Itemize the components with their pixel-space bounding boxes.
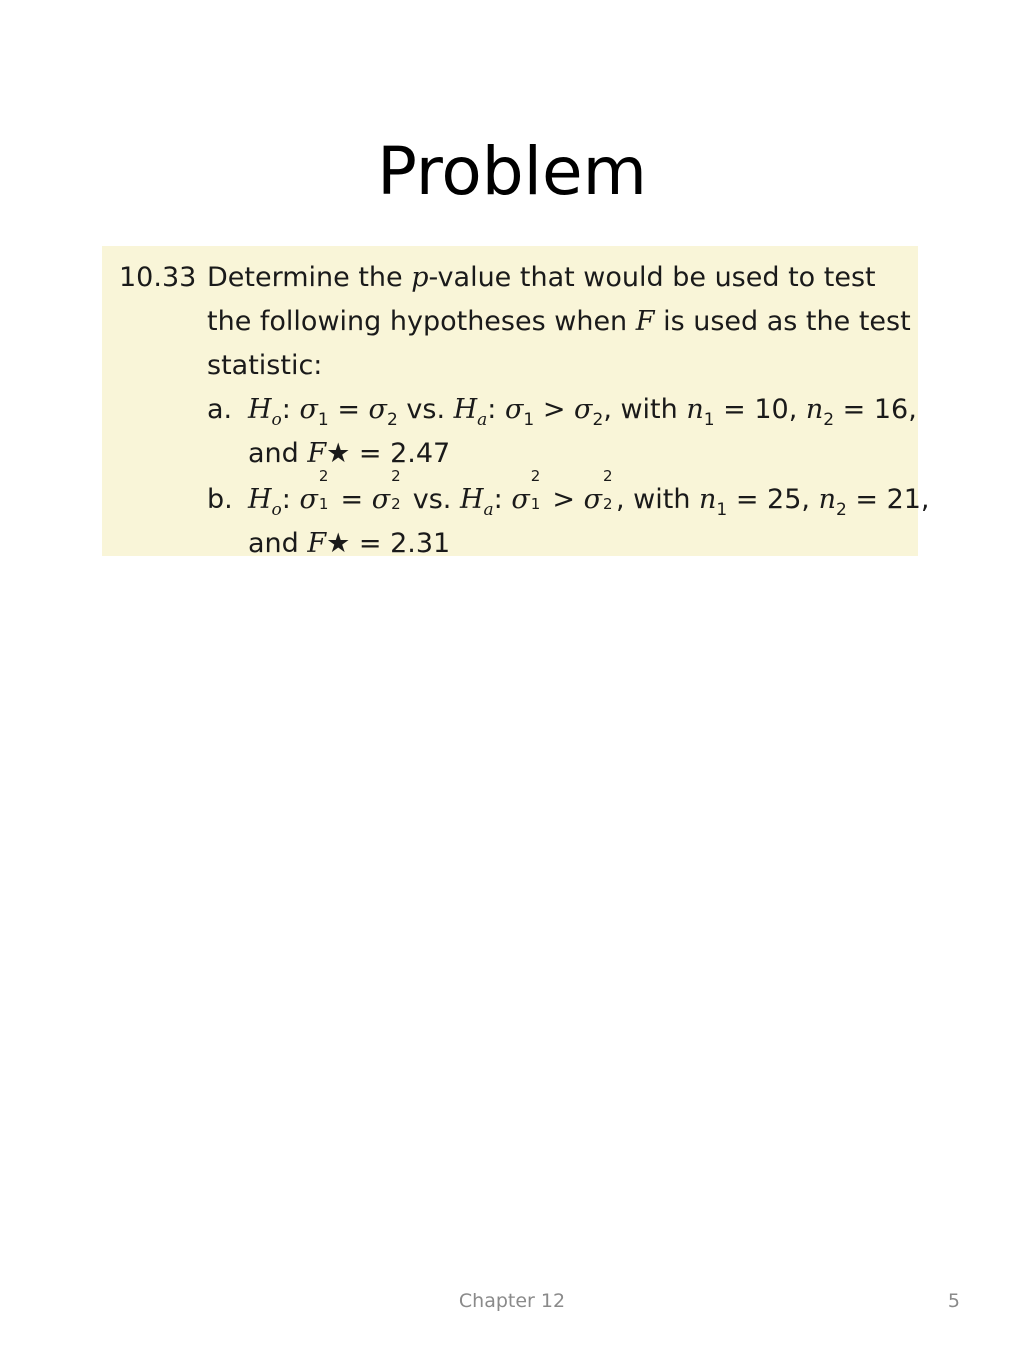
intro-line-2: the following hypotheses when F is used as the test <box>207 306 911 337</box>
problem-intro <box>119 256 909 388</box>
intro-line-3: statistic: <box>207 350 323 381</box>
footer-chapter: Chapter 12 <box>458 1290 566 1312</box>
slide-title: Problem <box>377 133 647 210</box>
page-number: 5 <box>947 1290 960 1312</box>
part-b-line-1: $H_o$: σ 2 1 = σ 2 2 vs. $H_a$: σ 2 1 > σ 2 2 , with $n_1 = 25$, $n_2 = 21$, <box>248 467 930 520</box>
problem-image <box>102 246 930 559</box>
part-a-line-2: and F★ = 2.47 <box>248 438 451 469</box>
part-a <box>207 388 930 476</box>
part-b-label: b. <box>207 484 233 515</box>
part-b-line-2: and F★ = 2.31 <box>248 528 451 559</box>
problem-parts <box>119 388 930 566</box>
intro-line-1: Determine the p-value that would be used to test <box>207 262 876 293</box>
part-b <box>207 467 930 566</box>
problem-number: 10.33 <box>119 262 197 293</box>
part-a-line-1: $H_o$: $\sigma_1 = \sigma_2$ vs. $H_a$: $\sigma_1 > \sigma_2$, with $n_1 = 10$, $n_2 = 16$, <box>248 394 917 430</box>
problem-text <box>119 256 930 566</box>
part-a-label: a. <box>207 394 233 425</box>
